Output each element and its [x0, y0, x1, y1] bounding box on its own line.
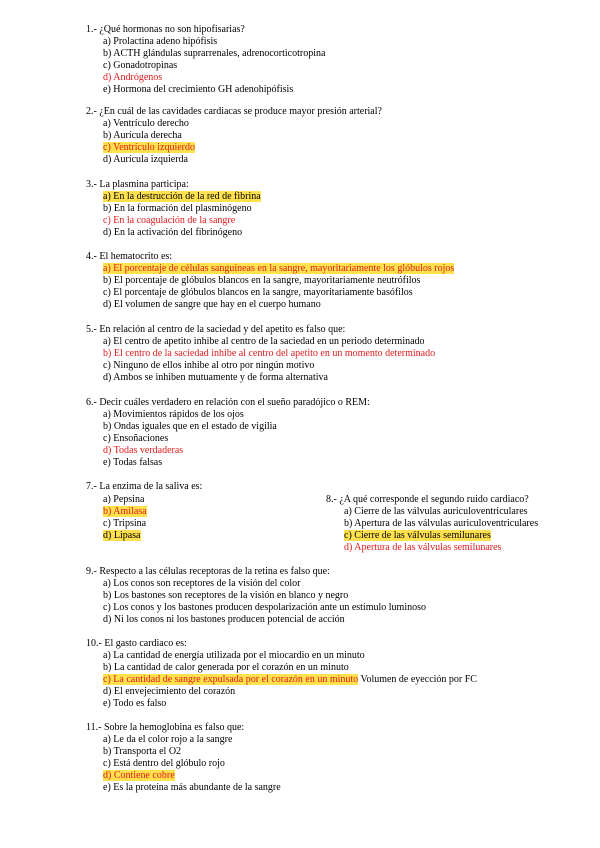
question-stem: 11.- Sobre la hemoglobina es falso que: [86, 722, 245, 733]
question-stem: 2.- ¿En cuál de las cavidades cardiacas se produce mayor presión arterial? [86, 106, 382, 117]
option-d: d) Ambos se inhiben mutuamente y de forma alternativa [103, 372, 328, 383]
question-stem: 3.- La plasmina participa: [86, 179, 189, 190]
option-b: b) El porcentaje de glóbulos blancos en la sangre, mayoritariamente neutrófilos [103, 275, 421, 286]
question-1 [86, 24, 556, 96]
option-e: e) Es la proteína más abundante de la sangre [103, 782, 281, 793]
option-d: d) Ni los conos ni los bastones producen potencial de acción [103, 614, 345, 625]
question-2 [86, 106, 556, 166]
option-d: d) Andrógenos [103, 72, 163, 83]
question-7 [86, 481, 306, 542]
option-a: a) La cantidad de energía utilizada por el miocardio en un minuto [103, 650, 365, 661]
option-c: c) Los conos y los bastones producen despolarización ante un estímulo luminoso [103, 602, 426, 613]
option-c: c) Tripsina [103, 518, 147, 529]
option-b: b) Apertura de las válvulas auriculoventriculares [344, 518, 539, 529]
option-d: d) Todas verdaderas [103, 445, 184, 456]
question-stem: 4.- El hematocrito es: [86, 251, 173, 262]
question-4 [86, 251, 556, 311]
option-e: e) Hormona del crecimiento GH adenohipófisis [103, 84, 294, 95]
option-a: a) Pepsina [103, 494, 145, 505]
question-stem: 10.- El gasto cardiaco es: [86, 638, 187, 649]
question-6 [86, 397, 556, 469]
option-e: e) Todo es falso [103, 698, 167, 709]
option-b: b) Transporta el O2 [103, 746, 182, 757]
option-b: b) ACTH glándulas suprarrenales, adrenocorticotropina [103, 48, 326, 59]
question-9 [86, 566, 556, 626]
question-stem: 7.- La enzima de la saliva es: [86, 481, 203, 492]
option-c: c) Cierre de las válvulas semilunares [344, 530, 491, 541]
option-b: b) Ondas iguales que en el estado de vigilia [103, 421, 277, 432]
option-a: a) Prolactina adeno hipófisis [103, 36, 218, 47]
option-c: c) Ninguno de ellos inhibe al otro por ningún motivo [103, 360, 315, 371]
option-c: c) El porcentaje de glóbulos blancos en la sangre, mayoritariamente basófilos [103, 287, 413, 298]
option-b: b) Aurícula derecha [103, 130, 182, 141]
option-d: d) Apertura de las válvulas semilunares [344, 542, 502, 553]
option-d: d) En la activación del fibrinógeno [103, 227, 243, 238]
option-a: a) Ventrículo derecho [103, 118, 189, 129]
option-a: a) El centro de apetito inhibe al centro de la saciedad en un periodo determinado [103, 336, 425, 347]
option-c: c) Ventrículo izquierdo [103, 142, 196, 153]
question-8 [326, 494, 576, 554]
option-d: d) Aurícula izquierda [103, 154, 188, 165]
question-stem: 8.- ¿A qué corresponde el segundo ruido cardiaco? [326, 494, 529, 505]
question-stem: 6.- Decir cuáles verdadero en relación con el sueño paradójico o REM: [86, 397, 370, 408]
option-a: a) En la destrucción de la red de fibrina [103, 191, 261, 202]
option-a: a) Los conos son receptores de la visión del color [103, 578, 301, 589]
question-5 [86, 324, 556, 384]
option-a: a) El porcentaje de células sanguíneas en la sangre, mayoritariamente los glóbulos rojos [103, 263, 455, 274]
option-c: c) La cantidad de sangre expulsada por el corazón en un minuto Volumen de eyección por FC [103, 674, 477, 685]
question-stem: 9.- Respecto a las células receptoras de la retina es falso que: [86, 566, 330, 577]
option-b: b) El centro de la saciedad inhibe al centro del apetito en un momento determinado [103, 348, 436, 359]
option-b: b) Los bastones son receptores de la visión en blanco y negro [103, 590, 349, 601]
option-c: c) En la coagulación de la sangre [103, 215, 236, 226]
option-b: b) La cantidad de calor generada por el corazón en un minuto [103, 662, 349, 673]
option-b: b) Amilasa [103, 506, 147, 517]
option-d: d) El volumen de sangre que hay en el cuerpo humano [103, 299, 321, 310]
option-d: d) Lipasa [103, 530, 141, 541]
option-d: d) Contiene cobre [103, 770, 175, 781]
question-11 [86, 722, 556, 794]
option-c: c) Gonadotropinas [103, 60, 178, 71]
option-e: e) Todas falsas [103, 457, 163, 468]
option-c: c) Ensoñaciones [103, 433, 169, 444]
option-a: a) Cierre de las válvulas auriculoventriculares [344, 506, 528, 517]
question-stem: 1.- ¿Qué hormonas no son hipofisarias? [86, 24, 245, 35]
option-b: b) En la formación del plasminógeno [103, 203, 252, 214]
question-10 [86, 638, 556, 710]
answer-note: Volumen de eyección por FC [358, 674, 477, 685]
question-stem: 5.- En relación al centro de la saciedad y del apetito es falso que: [86, 324, 346, 335]
option-c: c) Está dentro del glóbulo rojo [103, 758, 225, 769]
option-d: d) El envejecimiento del corazón [103, 686, 236, 697]
question-3 [86, 179, 556, 239]
option-a: a) Le da el color rojo a la sangre [103, 734, 233, 745]
option-a: a) Movimientos rápidos de los ojos [103, 409, 244, 420]
